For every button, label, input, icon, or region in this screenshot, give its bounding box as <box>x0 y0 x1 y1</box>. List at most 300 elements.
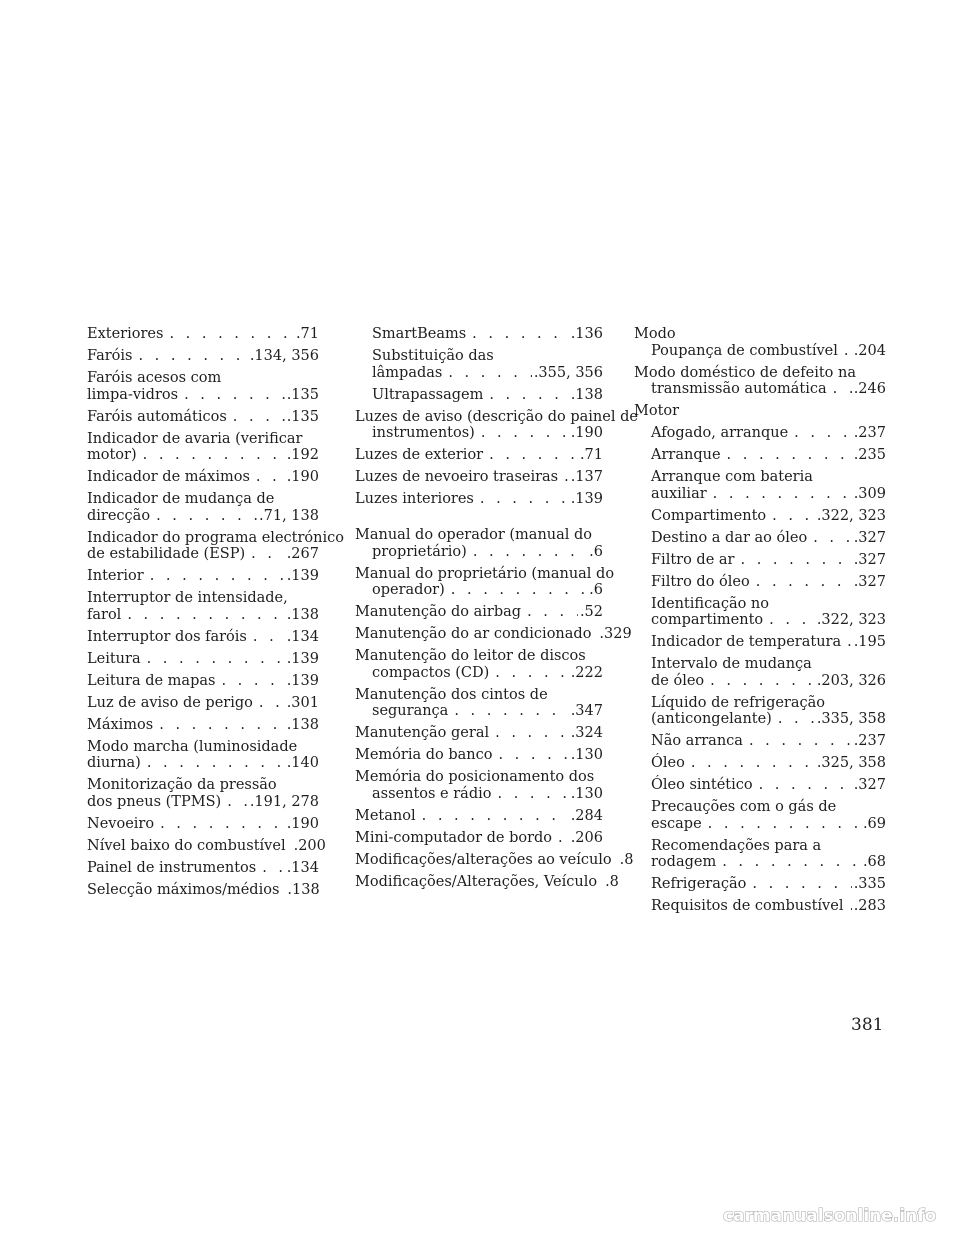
index-entry <box>355 873 619 891</box>
page-reference: .301 <box>286 694 319 711</box>
page-reference: .139 <box>286 650 319 667</box>
index-term: Indicador do programa electrónico <box>87 529 344 546</box>
dot-leader <box>147 755 285 772</box>
index-entry <box>87 431 319 464</box>
page-reference: .192 <box>286 447 319 463</box>
index-term: Luzes interiores <box>355 491 474 507</box>
index-entry <box>87 409 319 426</box>
index-entry <box>634 733 886 750</box>
dot-leader <box>722 854 861 871</box>
dot-leader <box>256 469 285 486</box>
index-line <box>355 326 603 343</box>
index-entry <box>634 898 886 915</box>
index-line <box>87 387 319 404</box>
index-term: Modificações/Alterações, Veículo <box>355 873 598 890</box>
dot-leader <box>833 381 852 398</box>
index-line <box>355 387 603 404</box>
dot-leader <box>749 733 852 750</box>
index-entry <box>355 626 632 643</box>
dot-leader <box>527 604 578 621</box>
index-entry <box>355 604 603 621</box>
index-line <box>355 665 603 682</box>
page-number: 381 <box>851 1015 884 1035</box>
section-gap <box>355 513 603 527</box>
index-term: Interruptor de intensidade, <box>87 590 288 606</box>
index-line <box>355 582 603 599</box>
page-reference: .137 <box>570 469 603 485</box>
index-term: Monitorização da pressão <box>87 777 277 793</box>
index-entry <box>634 552 886 569</box>
index-line <box>634 343 886 360</box>
page-reference: .68 <box>862 854 886 870</box>
index-line <box>634 612 886 629</box>
index-term: Faróis automáticos <box>87 408 227 425</box>
index-term: Manual do proprietário (manual do <box>355 565 615 582</box>
index-entry <box>634 876 886 893</box>
svg-text:carmanualsonline.info: carmanualsonline.info <box>723 1206 937 1226</box>
index-term: Selecção máximos/médios <box>87 881 280 898</box>
page-reference: .335 <box>853 876 886 892</box>
index-entry <box>355 565 615 599</box>
dot-leader <box>138 348 247 365</box>
index-line <box>87 326 319 343</box>
index-line <box>87 717 319 734</box>
page-reference: .134 <box>286 859 319 876</box>
index-line <box>634 711 886 728</box>
index-term: Painel de instrumentos <box>87 859 257 876</box>
index-entry <box>355 469 603 486</box>
page-reference: .190 <box>570 425 603 441</box>
index-term: auxiliar <box>651 485 707 502</box>
index-line <box>355 769 603 786</box>
index-term: Interruptor dos faróis <box>87 628 247 645</box>
dot-leader <box>497 786 568 803</box>
index-entry <box>634 447 886 464</box>
index-entry <box>87 590 319 623</box>
index-line <box>87 546 319 563</box>
index-entry <box>87 529 344 563</box>
page-reference: .71 <box>579 447 603 463</box>
page-reference: .136 <box>570 326 603 342</box>
index-term: Óleo sintético <box>651 777 753 793</box>
dot-leader <box>708 816 861 833</box>
index-line <box>355 830 603 847</box>
index-entry <box>355 491 603 508</box>
index-entry <box>634 799 886 832</box>
index-line <box>634 469 886 486</box>
page-reference: .6 <box>589 543 603 560</box>
dot-leader <box>495 665 568 682</box>
index-term: Motor <box>634 403 680 419</box>
page-reference: .140 <box>286 755 319 771</box>
index-line <box>355 725 603 742</box>
index-entry <box>355 687 603 720</box>
index-line <box>634 574 886 591</box>
index-term: Filtro de ar <box>651 551 735 568</box>
page-reference: .322, 323 <box>816 612 886 628</box>
index-line <box>355 425 603 442</box>
index-line <box>634 552 886 569</box>
index-term: Interior <box>87 568 144 584</box>
index-line <box>355 648 603 665</box>
page-reference: .69 <box>862 815 886 832</box>
dot-leader <box>454 703 568 720</box>
index-line <box>634 656 886 673</box>
page-reference: .267 <box>286 546 319 562</box>
index-line <box>634 381 886 398</box>
page-reference: .130 <box>570 747 603 763</box>
dot-leader <box>221 673 284 690</box>
index-term: Manutenção dos cintos de <box>355 686 548 703</box>
index-term: Refrigeração <box>651 876 747 892</box>
page-reference: .203, 326 <box>816 672 886 689</box>
index-term: proprietário) <box>372 543 467 560</box>
index-line <box>87 469 319 486</box>
page-reference: .52 <box>579 604 603 620</box>
index-line <box>355 873 619 891</box>
index-entry <box>634 755 886 772</box>
page-reference: .246 <box>853 381 886 397</box>
index-term: Modo marcha (luminosidade <box>87 738 298 755</box>
index-line <box>634 876 886 893</box>
index-term: segurança <box>372 703 449 719</box>
index-line <box>634 673 886 690</box>
page-reference: .322, 323 <box>816 507 886 524</box>
index-line <box>87 409 319 426</box>
index-line <box>87 348 319 365</box>
index-term: Líquido de refrigeração <box>651 694 825 711</box>
index-column-2 <box>355 326 638 896</box>
index-entry <box>355 348 603 381</box>
index-term: Não arranca <box>651 733 743 749</box>
page-reference: .134, 356 <box>249 348 319 364</box>
dot-leader <box>473 544 587 561</box>
index-line <box>634 733 886 750</box>
index-entry <box>355 527 603 560</box>
index-entry <box>355 326 603 343</box>
index-term: dos pneus (TPMS) <box>87 793 222 810</box>
index-term: compartimento <box>651 612 764 628</box>
index-line <box>87 755 319 772</box>
index-line <box>355 786 603 803</box>
index-entry <box>87 469 319 486</box>
index-entry <box>355 447 603 464</box>
dot-leader <box>159 717 284 734</box>
index-line <box>355 565 615 583</box>
page-reference: .8 <box>619 851 634 868</box>
watermark-logo[interactable] <box>723 1200 948 1228</box>
page-reference: .135 <box>286 386 319 403</box>
page-reference: .71, 138 <box>259 507 319 524</box>
index-line <box>87 568 319 585</box>
index-entry <box>87 491 319 524</box>
index-line <box>87 629 319 646</box>
page-reference: .134 <box>286 628 319 645</box>
dot-leader <box>727 447 852 464</box>
dot-leader <box>849 898 851 915</box>
index-entry <box>87 370 319 403</box>
dot-leader <box>495 725 569 742</box>
index-term: Modo doméstico de defeito na <box>634 364 856 381</box>
dot-leader <box>489 387 568 404</box>
index-term: Exteriores <box>87 326 164 342</box>
page-reference: .327 <box>853 551 886 568</box>
index-term: Arranque com bateria <box>651 469 813 485</box>
page-reference: .138 <box>286 606 319 623</box>
index-line <box>355 747 603 764</box>
index-line <box>634 755 886 772</box>
index-term: Arranque <box>651 447 721 463</box>
index-entry <box>87 717 319 734</box>
page-reference: .206 <box>570 829 603 846</box>
index-entry <box>87 568 319 585</box>
index-entry <box>634 656 886 689</box>
index-line <box>355 808 603 825</box>
index-term: Leitura <box>87 650 141 667</box>
index-term: Compartimento <box>651 507 767 524</box>
dot-leader <box>844 343 852 360</box>
index-line <box>634 777 886 794</box>
page-reference: .237 <box>853 425 886 441</box>
dot-leader <box>489 447 578 464</box>
index-line <box>634 634 886 651</box>
dot-leader <box>251 546 285 563</box>
dot-leader <box>262 860 284 877</box>
index-line <box>87 816 319 833</box>
index-term: Manutenção do ar condicionado <box>355 626 592 642</box>
index-term: Faróis acesos com <box>87 370 222 386</box>
page-reference: .327 <box>853 573 886 590</box>
page-reference: .71 <box>295 326 319 342</box>
index-term: Manutenção do airbag <box>355 604 522 620</box>
index-entry <box>87 882 319 899</box>
index-line <box>87 370 319 387</box>
index-entry <box>87 695 319 712</box>
index-term: (anticongelante) <box>651 711 772 727</box>
index-term: Poupança de combustível <box>651 342 838 359</box>
index-line <box>634 486 886 503</box>
dot-leader <box>713 486 852 503</box>
page-reference: .204 <box>853 342 886 359</box>
index-term: Recomendações para a <box>651 837 822 854</box>
dot-leader <box>472 326 569 343</box>
index-entry <box>634 326 886 359</box>
page-reference: .235 <box>853 447 886 463</box>
dot-leader <box>233 409 285 426</box>
index-line <box>87 491 319 508</box>
index-entry <box>355 387 603 404</box>
index-line <box>634 799 886 816</box>
index-line <box>634 530 886 547</box>
index-term: transmissão automática <box>651 381 827 397</box>
dot-leader <box>147 651 285 668</box>
index-term: de estabilidade (ESP) <box>87 546 246 562</box>
dot-leader <box>794 425 852 442</box>
dot-leader <box>769 612 815 629</box>
index-term: Máximos <box>87 716 154 733</box>
index-term: operador) <box>372 582 445 598</box>
dot-leader <box>143 447 285 464</box>
dot-leader <box>451 582 587 599</box>
index-entry <box>634 403 886 420</box>
dot-leader <box>422 808 569 825</box>
dot-leader <box>847 634 852 651</box>
page-reference: .139 <box>286 568 319 584</box>
index-entry <box>634 508 886 525</box>
index-term: Luzes de aviso (descrição do painel de <box>355 408 638 425</box>
dot-leader <box>691 755 815 772</box>
page-reference: .195 <box>853 634 886 650</box>
index-column-3 <box>634 326 886 920</box>
page-reference: .138 <box>570 386 603 403</box>
index-entry <box>634 596 886 629</box>
index-term: Manual do operador (manual do <box>355 527 593 543</box>
page-reference: .283 <box>853 898 886 914</box>
index-term: Óleo <box>651 755 685 771</box>
index-line <box>87 590 319 607</box>
index-entry <box>87 837 326 855</box>
index-entry <box>634 530 886 547</box>
index-term: escape <box>651 815 702 832</box>
index-term: Precauções com o gás de <box>651 799 837 815</box>
index-term: Filtro do óleo <box>651 573 750 590</box>
index-line <box>87 860 319 877</box>
index-term: Manutenção do leitor de discos <box>355 648 586 664</box>
index-line <box>355 469 603 486</box>
index-line <box>634 695 886 712</box>
index-term: Indicador de mudança de <box>87 491 275 507</box>
dot-leader <box>481 425 569 442</box>
index-line <box>87 447 319 464</box>
index-line <box>87 794 319 811</box>
index-entry <box>634 469 886 502</box>
index-term: assentos e rádio <box>372 785 492 802</box>
index-line <box>634 596 886 613</box>
index-line <box>355 703 603 720</box>
index-term: Manutenção geral <box>355 725 490 741</box>
index-line <box>634 425 886 442</box>
dot-leader <box>498 747 568 764</box>
dot-leader <box>253 629 285 646</box>
index-term: Substituição das <box>372 348 494 364</box>
page-reference: .8 <box>605 873 619 890</box>
index-line <box>355 604 603 621</box>
page-reference: .347 <box>570 703 603 719</box>
index-column-1 <box>87 326 344 904</box>
index-line <box>634 365 886 382</box>
index-entry <box>87 860 319 877</box>
index-entry <box>355 408 638 442</box>
dot-leader <box>740 552 851 569</box>
page-reference: .138 <box>287 881 320 898</box>
page-reference: .130 <box>570 785 603 802</box>
index-term: Requisitos de combustível <box>651 898 844 914</box>
dot-leader <box>813 530 852 547</box>
index-entry <box>87 326 319 343</box>
dot-leader <box>150 568 285 585</box>
index-line <box>87 739 319 756</box>
index-entry <box>634 634 886 651</box>
index-term: Memória do banco <box>355 747 493 763</box>
index-term: Luzes de exterior <box>355 447 484 463</box>
page-reference: .200 <box>293 837 326 854</box>
page-reference: .327 <box>853 529 886 546</box>
page-reference: .237 <box>853 733 886 749</box>
page-reference: .190 <box>286 469 319 485</box>
index-term: Indicador de avaria (verificar <box>87 430 303 447</box>
index-term: Modificações/alterações ao veículo <box>355 851 612 868</box>
index-entry <box>355 769 603 802</box>
dot-leader <box>756 574 852 591</box>
index-entry <box>634 365 886 398</box>
index-term: limpa-vidros <box>87 386 179 403</box>
index-term: Memória do posicionamento dos <box>355 769 595 785</box>
dot-leader <box>759 777 852 794</box>
index-line <box>87 508 319 525</box>
index-line <box>355 348 603 365</box>
dot-leader <box>772 508 815 525</box>
index-term: Destino a dar ao óleo <box>651 529 808 546</box>
index-entry <box>87 629 319 646</box>
page-reference: .329 <box>599 626 632 642</box>
index-line <box>355 544 603 561</box>
page-reference: .6 <box>589 582 603 598</box>
index-line <box>634 898 886 915</box>
dot-leader <box>448 365 531 382</box>
page-reference: .190 <box>286 815 319 832</box>
index-line <box>355 687 603 704</box>
index-entry <box>87 739 319 772</box>
index-entry <box>355 747 603 764</box>
index-entry <box>634 425 886 442</box>
index-entry <box>634 695 886 728</box>
index-line <box>634 816 886 833</box>
index-entry <box>87 777 319 810</box>
index-entry <box>355 725 603 742</box>
dot-leader <box>156 508 257 525</box>
index-term: instrumentos) <box>372 425 475 441</box>
dot-leader <box>480 491 569 508</box>
index-term: Intervalo de mudança <box>651 656 812 672</box>
index-line <box>87 607 319 624</box>
page-reference: .222 <box>570 664 603 681</box>
index-line <box>87 837 326 855</box>
index-term: Identificação no <box>651 595 770 612</box>
index-line <box>355 626 632 643</box>
index-line <box>355 527 603 544</box>
dot-leader <box>710 673 815 690</box>
page-reference: .324 <box>570 725 603 741</box>
index-term: Leitura de mapas <box>87 672 216 689</box>
index-term: compactos (CD) <box>372 664 490 681</box>
index-line <box>634 447 886 464</box>
index-line <box>355 365 603 382</box>
index-entry <box>87 651 319 668</box>
page-reference: .138 <box>286 716 319 733</box>
dot-leader <box>169 326 294 343</box>
index-term: motor) <box>87 447 137 463</box>
index-entry <box>87 816 319 833</box>
index-line <box>634 838 886 855</box>
dot-leader <box>778 711 815 728</box>
page-reference: .135 <box>286 408 319 425</box>
index-entry <box>355 830 603 847</box>
index-term: Indicador de temperatura <box>651 634 842 650</box>
index-line <box>634 403 886 420</box>
dot-leader <box>184 387 285 404</box>
page-reference: .284 <box>570 807 603 824</box>
index-term: direcção <box>87 507 151 524</box>
